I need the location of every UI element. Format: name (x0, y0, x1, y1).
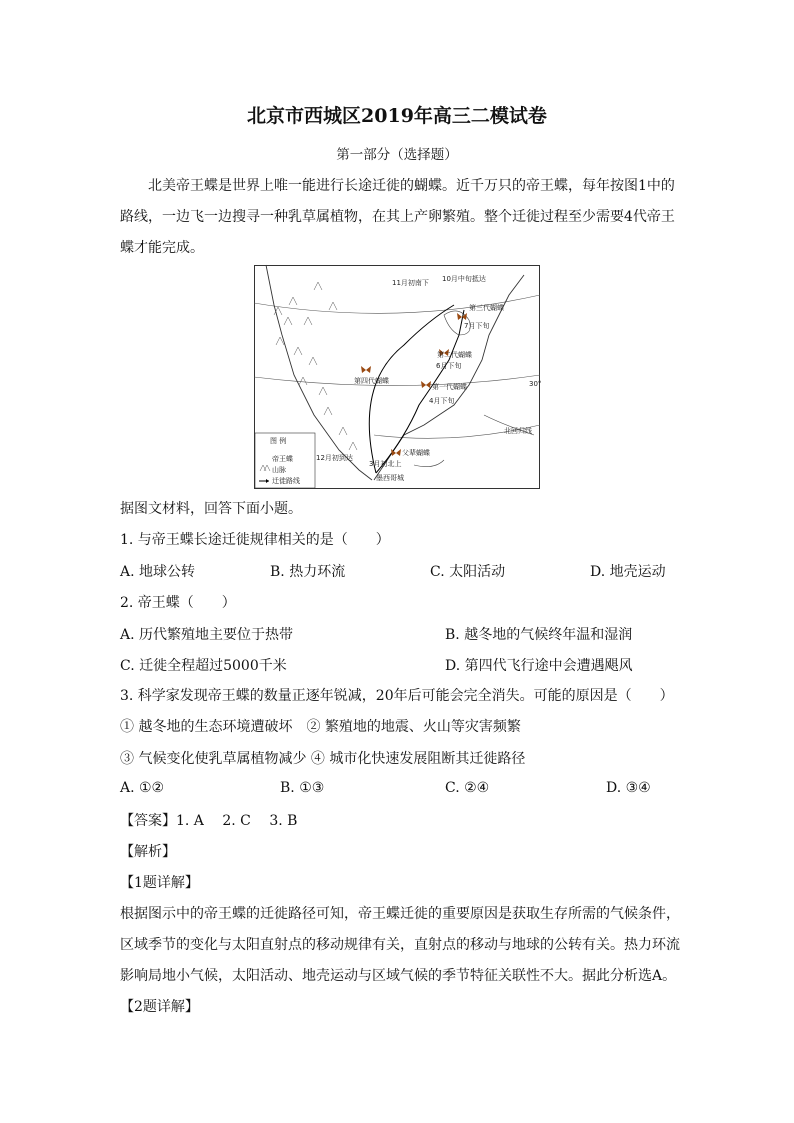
q3-stem: 3. 科学家发现帝王蝶的数量正逐年锐减，20年后可能会完全消失。可能的原因是（ ） (120, 688, 674, 704)
q3-option-c[interactable]: C. ②④ (445, 780, 490, 796)
q3-option-a[interactable]: A. ①② (120, 780, 165, 796)
explanation-line-3: 影响局地小气候，太阳活动、地壳运动与区域气候的季节特征关联性不大。据此分析选A。 (120, 968, 677, 984)
q2-option-d[interactable]: D. 第四代飞行途中会遭遇飓风 (445, 658, 633, 674)
legend-butterfly: 帝王蝶 (272, 455, 293, 463)
legend-mountain: 山脉 (272, 466, 286, 474)
label-gen1: 第一代蝴蝶 (432, 383, 467, 391)
label-tropic: 北回归线 (504, 427, 532, 435)
instruction: 据图文材料，回答下面小题。 (120, 501, 302, 517)
label-mar: 3月初北上 (369, 460, 402, 468)
q1-option-b[interactable]: B. 热力环流 (270, 564, 346, 580)
label-parent: 父辈蝴蝶 (402, 449, 430, 457)
label-gen3: 第三代蝴蝶 (469, 304, 504, 312)
label-jul: 7月下旬 (464, 322, 490, 330)
q1-option-d[interactable]: D. 地壳运动 (590, 564, 666, 580)
migration-map (254, 265, 540, 489)
label-gen2: 第二代蝴蝶 (437, 351, 472, 359)
q3-items-line-1: ① 越冬地的生态环境遭破坏 ② 繁殖地的地震、火山等灾害频繁 (120, 719, 521, 735)
intro-line-2: 路线，一边飞一边搜寻一种乳草属植物，在其上产卵繁殖。整个迁徙过程至少需要4代帝王 (120, 209, 675, 225)
label-gen4: 第四代蝴蝶 (354, 377, 389, 385)
label-apr: 4月下旬 (429, 397, 455, 405)
q1-option-a[interactable]: A. 地球公转 (120, 564, 196, 580)
intro-line-3: 蝶才能完成。 (120, 240, 204, 256)
q3-items-line-2: ③ 气候变化使乳草属植物减少 ④ 城市化快速发展阻断其迁徙路径 (120, 751, 526, 767)
q1-detail-heading: 【1题详解】 (120, 875, 199, 891)
q2-detail-heading: 【2题详解】 (120, 999, 199, 1015)
analysis-heading: 【解析】 (120, 844, 176, 860)
q2-option-a[interactable]: A. 历代繁殖地主要位于热带 (120, 627, 294, 643)
explanation-line-1: 根据图示中的帝王蝶的迁徙路径可知，帝王蝶迁徙的重要原因是获取生存所需的气候条件， (120, 906, 680, 922)
page-title: 北京市西城区2019年高三二模试卷 (247, 105, 547, 127)
q2-stem: 2. 帝王蝶（ ） (120, 595, 236, 611)
q2-option-c[interactable]: C. 迁徙全程超过5000千米 (120, 658, 287, 674)
section-heading: 第一部分（选择题） (336, 147, 458, 163)
label-lat30: 30° (529, 380, 542, 388)
q1-stem: 1. 与帝王蝶长途迁徙规律相关的是（ ） (120, 532, 390, 548)
q2-option-b[interactable]: B. 越冬地的气候终年温和湿润 (445, 627, 633, 643)
explanation-line-2: 区域季节的变化与太阳直射点的移动规律有关，直射点的移动与地球的公转有关。热力环流 (120, 937, 680, 953)
answer-key: 【答案】1. A 2. C 3. B (120, 813, 298, 829)
label-dec: 12月初到达 (316, 454, 353, 462)
q3-option-b[interactable]: B. ①③ (280, 780, 325, 796)
legend-title: 图 例 (270, 437, 287, 445)
label-nov: 11月初南下 (392, 279, 429, 287)
label-jun: 6月下旬 (436, 362, 462, 370)
q1-option-c[interactable]: C. 太阳活动 (430, 564, 506, 580)
label-mexico: 墨西哥城 (376, 474, 404, 482)
intro-line-1: 北美帝王蝶是世界上唯一能进行长途迁徙的蝴蝶。近千万只的帝王蝶，每年按图1中的 (148, 178, 675, 194)
label-oct: 10月中旬抵达 (442, 275, 486, 283)
q3-option-d[interactable]: D. ③④ (606, 780, 651, 796)
legend-route: 迁徙路线 (272, 477, 300, 485)
